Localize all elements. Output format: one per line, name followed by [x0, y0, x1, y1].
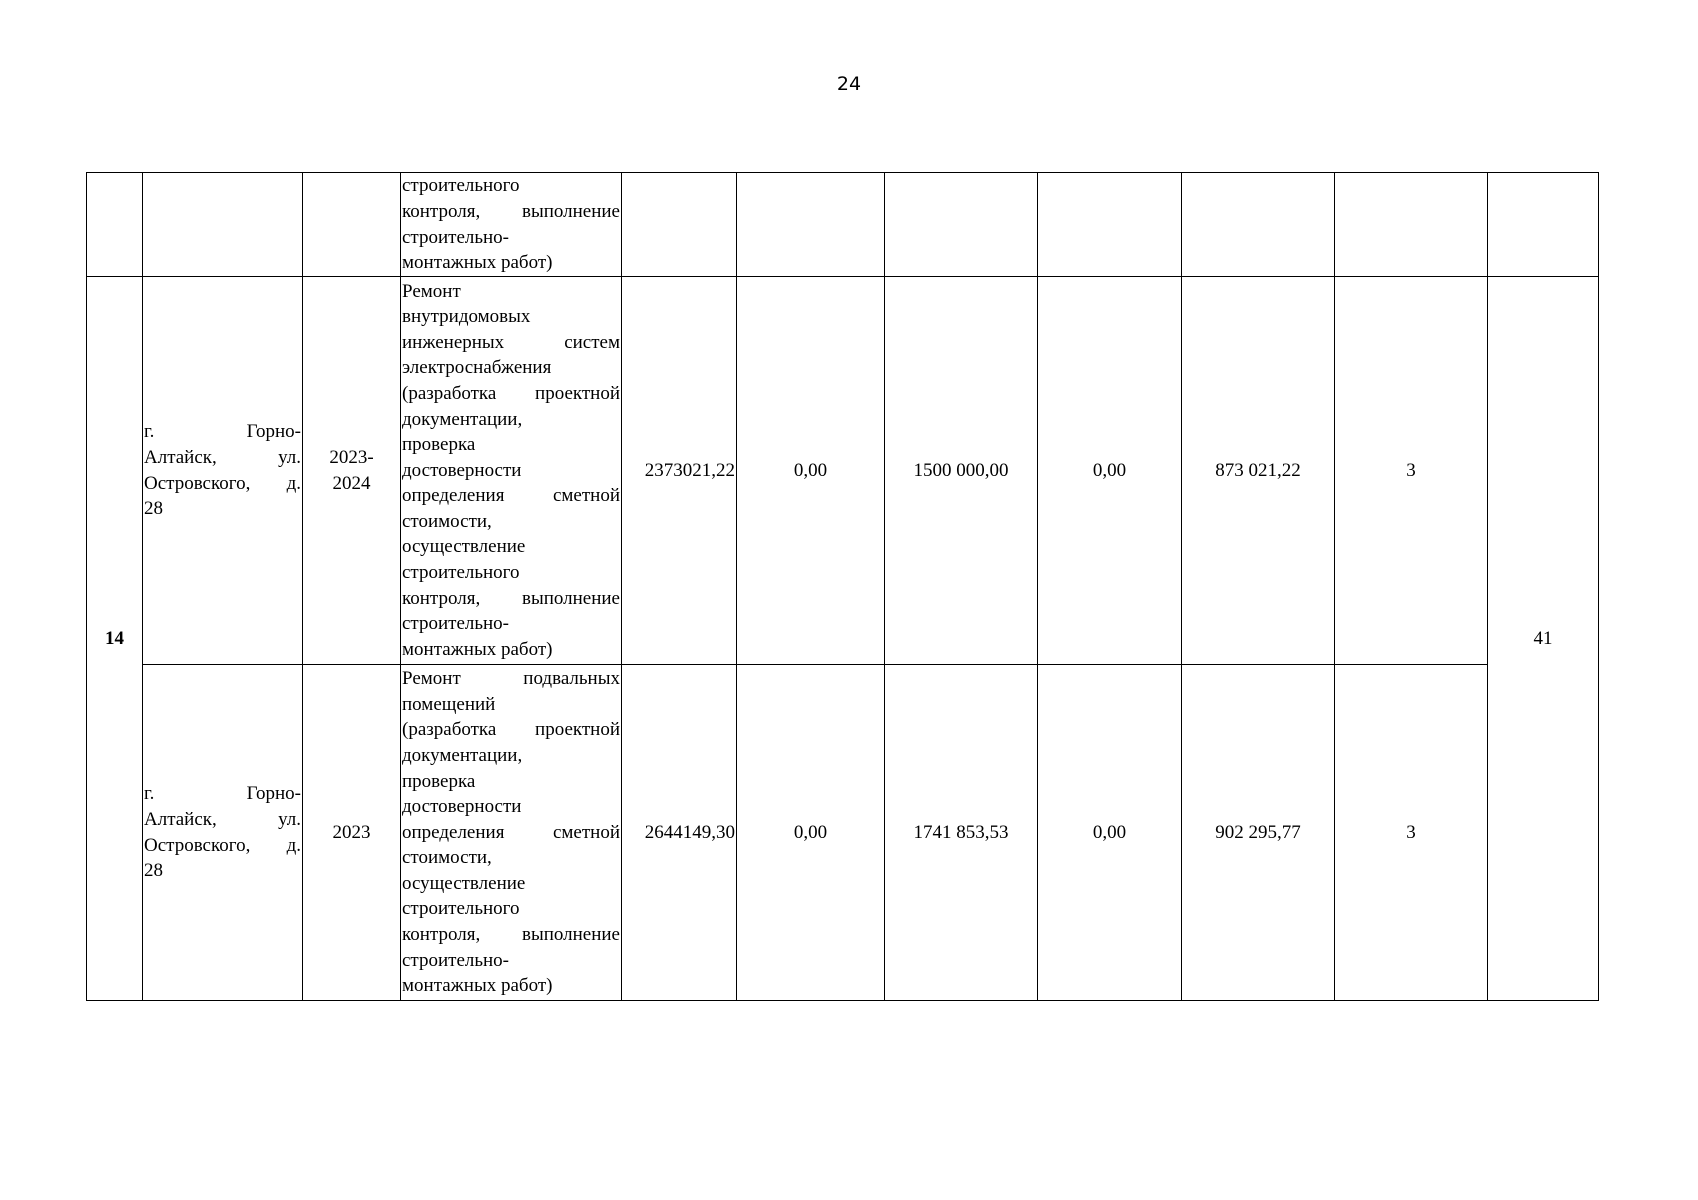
cell-work-description: Ремонт подвальных помещений (разработка проектной документации, проверка достоверности определения сметной стоимости, осуществление строительного контроля, выполнение строительно- монтажных работ) [401, 665, 622, 1001]
cell-col9: 3 [1335, 665, 1488, 1001]
cell-address [143, 173, 303, 277]
cell-total: 2644149,30 [622, 665, 737, 1001]
cell-col7: 0,00 [1038, 277, 1182, 665]
table-row [87, 277, 1599, 665]
table-row-continuation [87, 173, 1599, 277]
cell-address: г. Горно- Алтайск, ул. Островского, д. 28 [143, 665, 303, 1001]
cell-col8 [1182, 173, 1335, 277]
table-row [87, 665, 1599, 1001]
cell-col9: 3 [1335, 277, 1488, 665]
cell-col8: 873 021,22 [1182, 277, 1335, 665]
cell-col6 [885, 173, 1038, 277]
cell-col6: 1500 000,00 [885, 277, 1038, 665]
cell-col9 [1335, 173, 1488, 277]
cell-number [87, 173, 143, 277]
cell-col5: 0,00 [737, 665, 885, 1001]
cell-year [303, 173, 401, 277]
cell-col10 [1488, 173, 1599, 277]
cell-work-description: строительного контроля, выполнение строительно- монтажных работ) [401, 173, 622, 277]
capital-repair-table [86, 172, 1599, 1001]
cell-year: 2023- 2024 [303, 277, 401, 665]
cell-total [622, 173, 737, 277]
cell-total: 2373021,22 [622, 277, 737, 665]
cell-col5: 0,00 [737, 277, 885, 665]
cell-year: 2023 [303, 665, 401, 1001]
cell-col5 [737, 173, 885, 277]
cell-col6: 1741 853,53 [885, 665, 1038, 1001]
cell-work-description: Ремонт внутридомовых инженерных систем электроснабжения (разработка проектной документации, проверка достоверности определения сметной стоимости, осуществление строительного контроля, выполнение строительно- монтажных работ) [401, 277, 622, 665]
row-number: 14 [87, 277, 143, 1001]
cell-col10: 41 [1488, 277, 1599, 1001]
page-number: 24 [836, 73, 862, 95]
cell-address: г. Горно- Алтайск, ул. Островского, д. 28 [143, 277, 303, 665]
cell-col7: 0,00 [1038, 665, 1182, 1001]
cell-col8: 902 295,77 [1182, 665, 1335, 1001]
cell-col7 [1038, 173, 1182, 277]
